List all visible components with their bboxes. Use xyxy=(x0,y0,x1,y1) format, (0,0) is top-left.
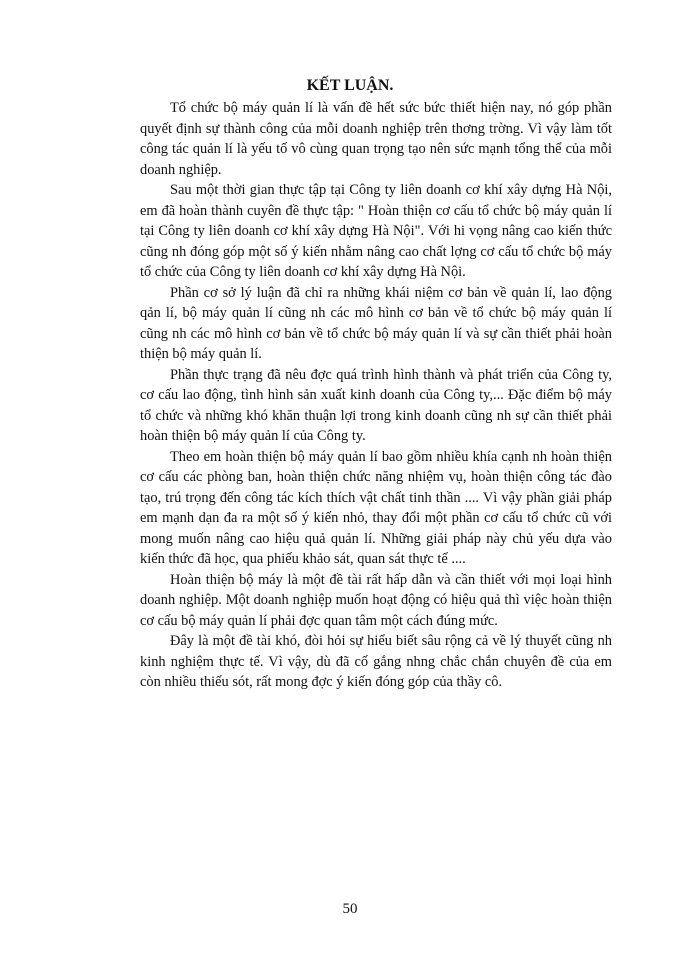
page-title: KẾT LUẬN. xyxy=(306,77,394,94)
paragraph-3: Phần cơ sở lý luận đã chỉ ra những khái niệm cơ bản về quản lí, lao động qản lí, bộ máy quản lí cũng nh các mô hình cơ bản về tổ chức bộ máy quản lí cũng nh các mô hình cơ bản về tổ chức bộ máy quản lí và sự cần thiết phải hoàn thiện bộ máy quản lí. xyxy=(140,284,612,362)
paragraph-6: Hoàn thiện bộ máy là một đề tài rất hấp dẫn và cần thiết với mọi loại hình doanh nghiệp. Một doanh nghiệp muốn hoạt động có hiệu quả thì việc hoàn thiện cơ cấu bộ máy quản lí phải đợc quan tâm một cách đúng mức. xyxy=(140,571,612,629)
paragraph-1: Tổ chức bộ máy quản lí là vấn đề hết sức bức thiết hiện nay, nó góp phần quyết định sự thành công của mỗi doanh nghiệp trên thơng trờng. Vì vậy làm tốt công tác quản lí là yếu tố vô cùng quan trọng tạo nên sức mạnh tổng thể của mỗi doanh nghiệp. xyxy=(140,100,612,178)
page-number: 50 xyxy=(342,901,358,917)
body-text xyxy=(140,98,612,693)
paragraph-5: Theo em hoàn thiện bộ máy quản lí bao gồm nhiều khía cạnh nh hoàn thiện cơ cấu các phòng ban, hoàn thiện chức năng nhiệm vụ, hoàn thiện công tác đào tạo, trú trọng đến công tác kích thích vật chất tinh thần .... Vì vậy phần giải pháp em mạnh dạn đa ra một số ý kiến nhỏ, thay đổi một phần cơ cấu tổ chức cũ với mong muốn nâng cao hiệu quả quản lí. Những giải pháp này chủ yếu dựa vào kiến thức đã học, qua phiếu khảo sát, quan sát thực tế .... xyxy=(140,448,612,567)
paragraph-2: Sau một thời gian thực tập tại Công ty liên doanh cơ khí xây dựng Hà Nội, em đã hoàn thành cuyên đề thực tập: " Hoàn thiện cơ cấu tổ chức bộ máy quản lí tại Công ty liên doanh cơ khí xây dựng Hà Nội". Với hi vọng nâng cao kiến thức cũng nh đóng góp một số ý kiến nhằm nâng cao chất lợng cơ cấu tổ chức bộ máy tổ chức của Công ty liên doanh cơ khí xây dựng Hà Nội. xyxy=(140,182,612,280)
paragraph-4: Phần thực trạng đã nêu đợc quá trình hình thành và phát triển của Công ty, cơ cấu lao động, tình hình sản xuất kinh doanh của Công ty,... Đặc điểm bộ máy tổ chức và những khó khăn thuận lợi trong kinh doanh cũng nh sự cần thiết phải hoàn thiện bộ máy quản lí của Công ty. xyxy=(140,366,612,444)
paragraph-7: Đây là một đề tài khó, đòi hỏi sự hiểu biết sâu rộng cả về lý thuyết cũng nh kinh nghiệm thực tế. Vì vậy, dù đã cố gắng nhng chắc chắn chuyên đề của em còn nhiều thiếu sót, rất mong đợc ý kiến đóng góp của thầy cô. xyxy=(140,633,612,690)
